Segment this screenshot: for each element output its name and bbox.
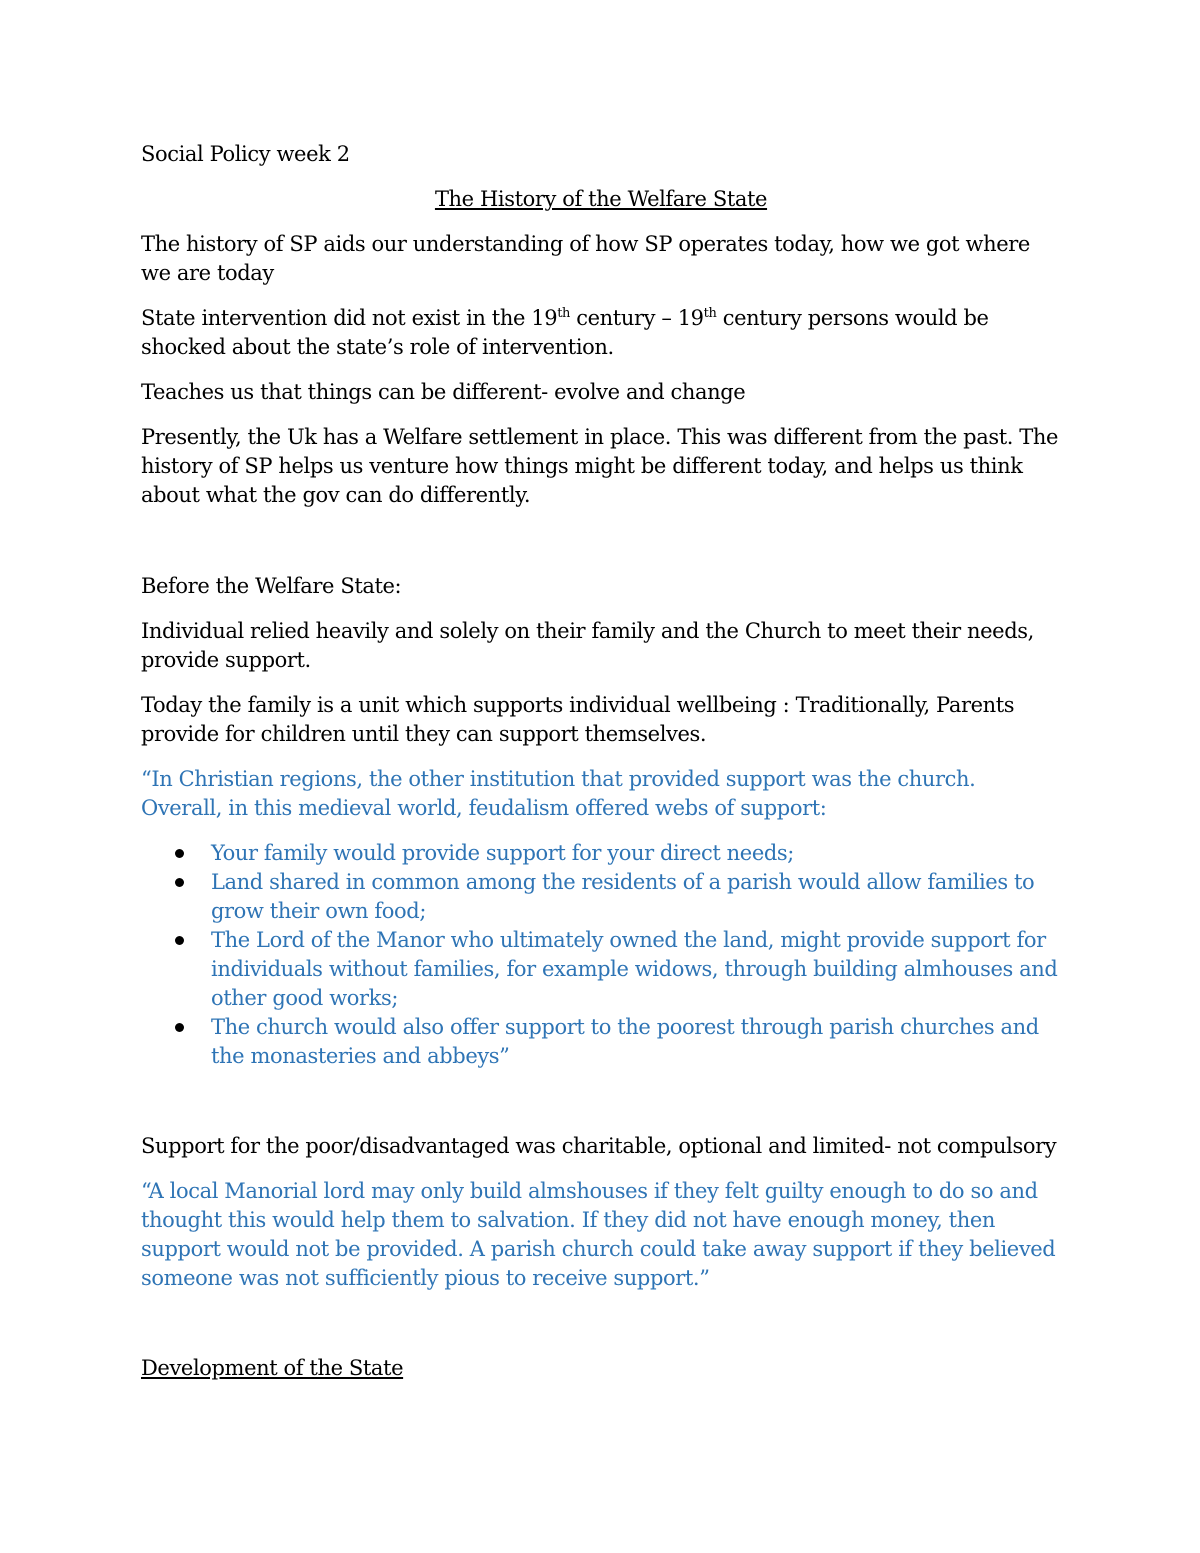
paragraph-support-charitable: Support for the poor/disadvantaged was charitable, optional and limited- not compulsory [141,1134,1057,1158]
quote-medieval-support: “In Christian regions, the other institution that provided support was the church. Overall, in this medieval world, feudalism offered webs of support: [141,767,976,820]
document-title: The History of the Welfare State [434,187,768,211]
document-header: Social Policy week 2 [141,142,350,166]
list-item [141,839,1061,868]
paragraph-state-intervention [141,304,1061,362]
paragraph-presently: Presently, the Uk has a Welfare settlement in place. This was different from the past. The history of SP helps us venture how things might be different today, and helps us think about what the gov can do differently. [141,425,1059,507]
list-item [141,1013,1061,1071]
list-item [141,926,1061,1013]
text-fragment: century – 19 [570,306,704,330]
bullet-icon [175,936,184,945]
bullet-icon [175,1023,184,1032]
text-fragment: century persons would be shocked about the state’s role of intervention. [141,306,989,359]
quote-manorial-lord: “A local Manorial lord may only build almshouses if they felt guilty enough to do so and thought this would help them to salvation. If they did not have enough money, then support would not be provided. A parish church could take away support if they believed someone was not sufficiently pious to receive support.” [141,1179,1056,1290]
heading-before-welfare-state: Before the Welfare State: [141,574,402,598]
list-item-text: The Lord of the Manor who ultimately owned the land, might provide support for individuals without families, for example widows, through building almhouses and other good works; [211,928,1058,1010]
list-item-text: The church would also offer support to the poorest through parish churches and the monasteries and abbeys” [211,1015,1039,1068]
paragraph-intro: The history of SP aids our understanding of how SP operates today, how we got where we are today [141,232,1030,285]
bullet-icon [175,878,184,887]
heading-development-of-state: Development of the State [141,1356,404,1380]
list-item-text: Your family would provide support for your direct needs; [211,841,794,865]
paragraph-teaches: Teaches us that things can be different- evolve and change [141,380,746,404]
document-page [141,140,1061,1383]
paragraph-individual-relied: Individual relied heavily and solely on their family and the Church to meet their needs, provide support. [141,619,1034,672]
paragraph-family-unit: Today the family is a unit which supports individual wellbeing : Traditionally, Parents provide for children until they can support themselves. [141,693,1015,746]
bullet-icon [175,849,184,858]
list-item-text: Land shared in common among the residents of a parish would allow families to grow their own food; [211,870,1035,923]
superscript-th: th [557,306,570,321]
text-fragment: State intervention did not exist in the 19 [141,306,558,330]
support-bullet-list [141,839,1061,1071]
superscript-th: th [703,306,717,321]
list-item [141,868,1061,926]
